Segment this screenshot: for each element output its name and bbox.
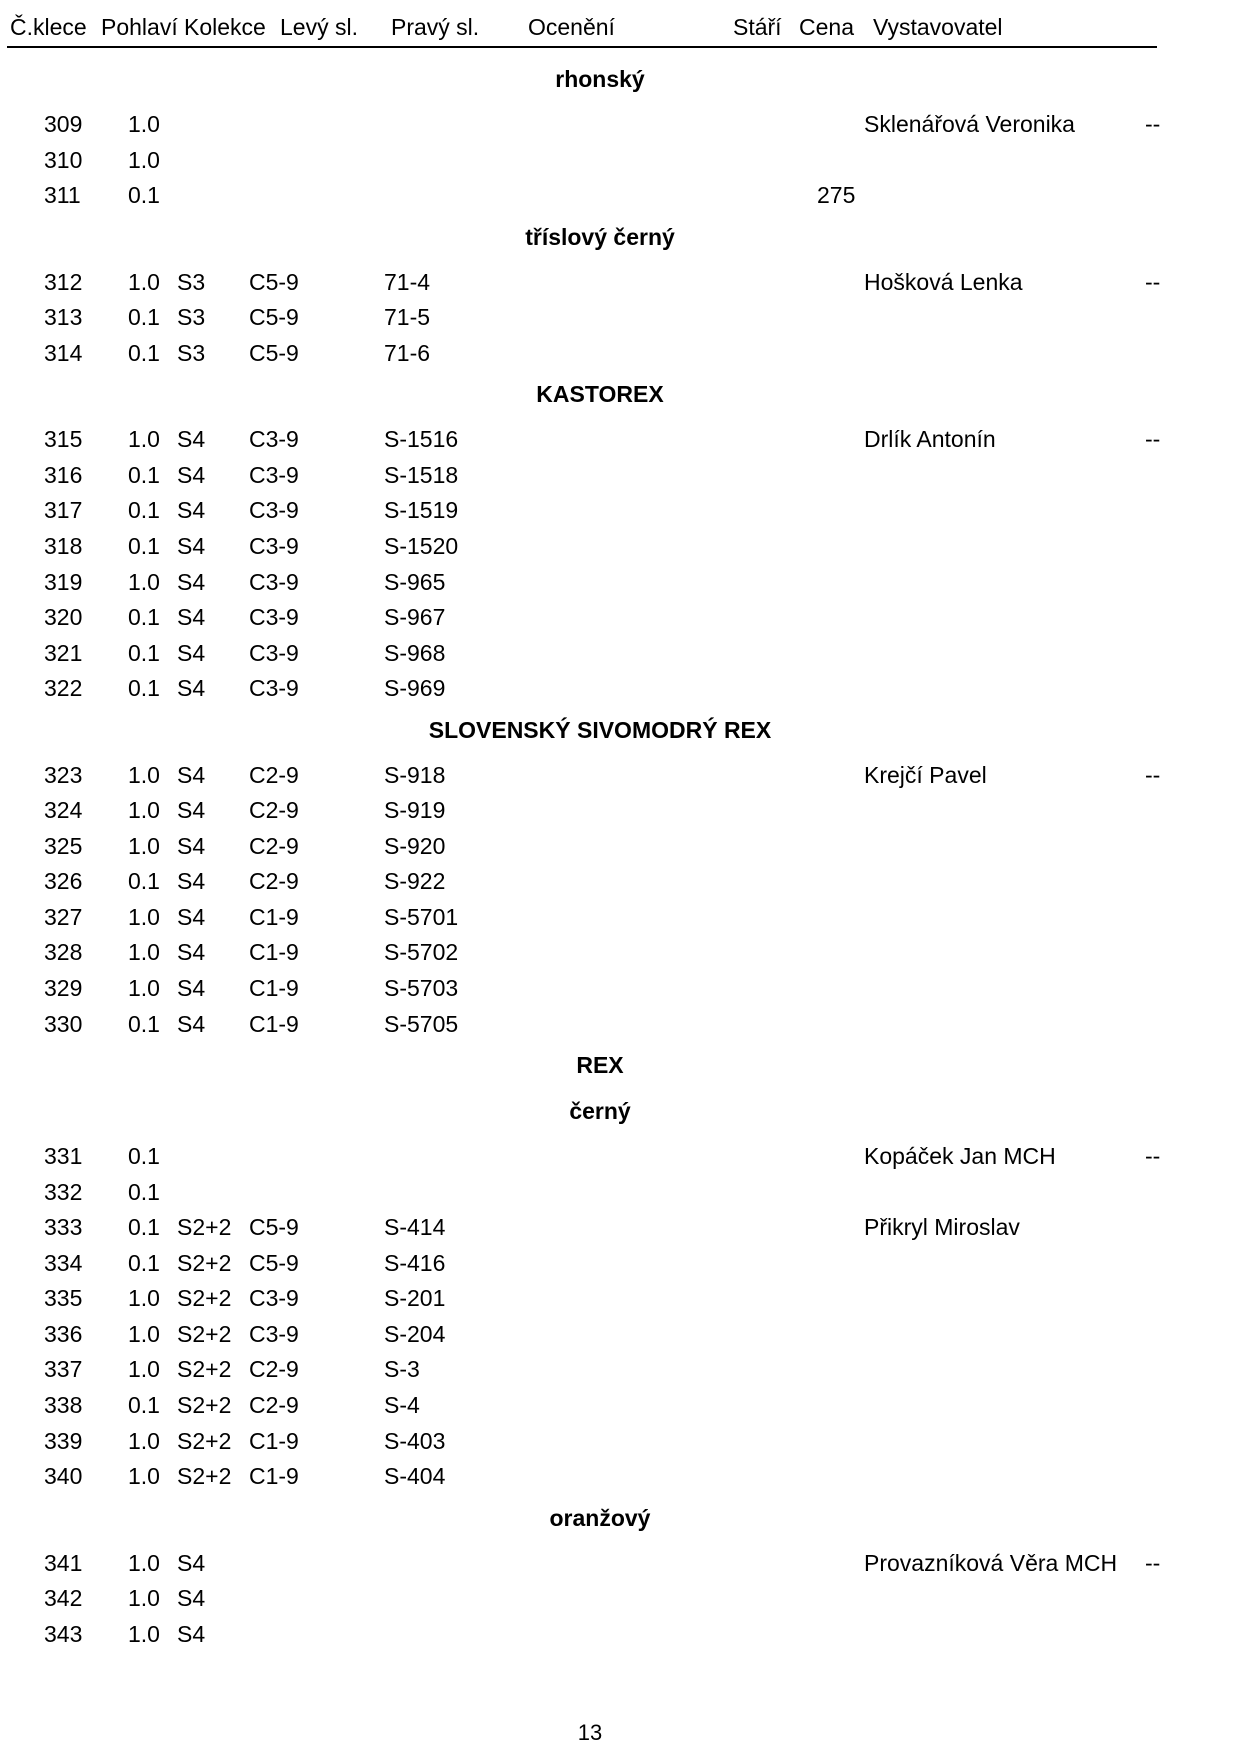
table-row [0, 1250, 1241, 1282]
cage-number: 323 [44, 761, 83, 788]
table-row [0, 975, 1241, 1007]
sex: 1.0 [128, 268, 160, 295]
exhibitor-extra: -- [1145, 426, 1161, 453]
right-ear: S-1519 [384, 497, 459, 524]
sex: 0.1 [128, 1214, 160, 1241]
right-ear: S-3 [384, 1356, 420, 1383]
collection: S3 [177, 268, 206, 295]
cage-number: 332 [44, 1178, 83, 1205]
right-ear: S-404 [384, 1463, 446, 1490]
header-vystavovatel: Vystavovatel [873, 14, 1003, 40]
table-row [0, 426, 1241, 458]
exhibitor: Drlík Antonín [864, 426, 996, 453]
left-ear: C3-9 [249, 426, 299, 453]
table-row [0, 1214, 1241, 1246]
sex: 1.0 [128, 903, 160, 930]
collection: S4 [177, 497, 206, 524]
collection: S4 [177, 903, 206, 930]
cage-number: 309 [44, 111, 83, 137]
collection: S4 [177, 426, 206, 453]
left-ear: C3-9 [249, 568, 299, 595]
table-row [0, 1550, 1241, 1582]
right-ear: S-5701 [384, 903, 459, 930]
right-ear: S-968 [384, 639, 446, 666]
cage-number: 336 [44, 1320, 83, 1347]
cage-number: 316 [44, 461, 83, 488]
right-ear: S-1518 [384, 461, 459, 488]
sex: 1.0 [128, 1620, 160, 1647]
table-row [0, 1392, 1241, 1424]
right-ear: S-5703 [384, 975, 459, 1001]
table-row [0, 797, 1241, 829]
cage-number: 328 [44, 939, 83, 966]
right-ear: S-5702 [384, 939, 459, 966]
table-row [0, 1179, 1241, 1211]
collection: S2+2 [177, 1427, 232, 1454]
left-ear: C2-9 [249, 1356, 299, 1383]
left-ear: C3-9 [249, 1320, 299, 1347]
cage-number: 343 [44, 1620, 83, 1647]
table-row [0, 904, 1241, 936]
table-row [0, 147, 1241, 179]
section-heading: rhonský [555, 66, 645, 92]
exhibitor: Hošková Lenka [864, 268, 1023, 295]
table-row [0, 1428, 1241, 1460]
left-ear: C2-9 [249, 832, 299, 859]
right-ear: S-1520 [384, 532, 459, 559]
table-row [0, 833, 1241, 865]
cage-number: 320 [44, 604, 83, 631]
section-heading: tříslový černý [525, 223, 675, 250]
collection: S4 [177, 639, 206, 666]
sex: 1.0 [128, 426, 160, 453]
left-ear: C5-9 [249, 339, 299, 366]
sex: 1.0 [128, 832, 160, 859]
left-ear: C5-9 [249, 304, 299, 331]
sex: 1.0 [128, 146, 160, 173]
sex: 0.1 [128, 1249, 160, 1276]
cage-number: 313 [44, 304, 83, 331]
table-row [0, 604, 1241, 636]
sex: 1.0 [128, 111, 160, 137]
sex: 1.0 [128, 797, 160, 824]
cage-number: 315 [44, 426, 83, 453]
sex: 0.1 [128, 532, 160, 559]
right-ear: S-922 [384, 868, 446, 895]
exhibitor: Kopáček Jan MCH [864, 1143, 1056, 1170]
cage-number: 333 [44, 1214, 83, 1241]
left-ear: C1-9 [249, 975, 299, 1001]
collection: S2+2 [177, 1285, 232, 1312]
left-ear: C3-9 [249, 461, 299, 488]
table-row [0, 868, 1241, 900]
right-ear: S-4 [384, 1391, 420, 1418]
sex: 0.1 [128, 339, 160, 366]
right-ear: S-918 [384, 761, 446, 788]
header-kolekce: Kolekce [184, 14, 266, 40]
cage-number: 312 [44, 268, 83, 295]
table-row [0, 182, 1241, 214]
collection: S4 [177, 532, 206, 559]
section-heading: černý [569, 1098, 631, 1125]
collection: S4 [177, 1620, 206, 1647]
table-header [0, 14, 1241, 48]
header-pohlavi: Pohlaví [101, 14, 178, 40]
cage-number: 322 [44, 675, 83, 702]
sex: 0.1 [128, 639, 160, 666]
cage-number: 321 [44, 639, 83, 666]
exhibitor: Přikryl Miroslav [864, 1214, 1020, 1241]
section-heading: REX [576, 1052, 624, 1079]
sex: 1.0 [128, 568, 160, 595]
collection: S4 [177, 604, 206, 631]
left-ear: C2-9 [249, 761, 299, 788]
right-ear: 71-6 [384, 339, 431, 366]
sex: 0.1 [128, 1178, 160, 1205]
cage-number: 325 [44, 832, 83, 859]
collection: S2+2 [177, 1320, 232, 1347]
section-heading: KASTOREX [536, 381, 664, 408]
table-row [0, 340, 1241, 372]
page-number: 13 [577, 1720, 603, 1745]
cage-number: 339 [44, 1427, 83, 1454]
price: 275 [817, 182, 856, 209]
cage-number: 340 [44, 1463, 83, 1490]
left-ear: C3-9 [249, 639, 299, 666]
collection: S4 [177, 1010, 206, 1037]
left-ear: C1-9 [249, 939, 299, 966]
cage-number: 314 [44, 339, 83, 366]
cage-number: 327 [44, 903, 83, 930]
right-ear: S-204 [384, 1320, 446, 1347]
exhibitor-extra: -- [1145, 1549, 1161, 1576]
header-cena: Cena [799, 14, 854, 40]
left-ear: C1-9 [249, 903, 299, 930]
sex: 0.1 [128, 675, 160, 702]
table-row [0, 111, 1241, 143]
table-row [0, 939, 1241, 971]
header-cislo-klece: Č.klece [10, 14, 87, 40]
collection: S4 [177, 1585, 206, 1612]
cage-number: 337 [44, 1356, 83, 1383]
cage-number: 338 [44, 1391, 83, 1418]
header-rule [7, 46, 1157, 48]
right-ear: S-416 [384, 1249, 446, 1276]
table-row [0, 1621, 1241, 1653]
right-ear: S-969 [384, 675, 446, 702]
table-row [0, 533, 1241, 565]
table-row [0, 569, 1241, 601]
exhibitor-extra: -- [1145, 761, 1161, 788]
right-ear: S-5705 [384, 1010, 459, 1037]
section-heading: SLOVENSKÝ SIVOMODRÝ REX [428, 716, 772, 743]
exhibitor-extra: -- [1145, 1143, 1161, 1170]
left-ear: C3-9 [249, 532, 299, 559]
cage-number: 311 [44, 182, 81, 209]
section-heading: oranžový [549, 1504, 651, 1531]
cage-number: 331 [44, 1143, 83, 1170]
sex: 1.0 [128, 975, 160, 1001]
collection: S2+2 [177, 1391, 232, 1418]
sex: 1.0 [128, 1549, 160, 1576]
collection: S2+2 [177, 1214, 232, 1241]
right-ear: S-967 [384, 604, 446, 631]
sex: 1.0 [128, 1463, 160, 1490]
collection: S4 [177, 975, 206, 1001]
right-ear: 71-4 [384, 268, 431, 295]
cage-number: 318 [44, 532, 83, 559]
cage-number: 324 [44, 797, 83, 824]
cage-number: 326 [44, 868, 83, 895]
left-ear: C2-9 [249, 797, 299, 824]
header-stari: Stáří [733, 14, 782, 40]
table-row [0, 1011, 1241, 1043]
cage-number: 341 [44, 1549, 83, 1576]
right-ear: 71-5 [384, 304, 431, 331]
left-ear: C5-9 [249, 1249, 299, 1276]
right-ear: S-201 [384, 1285, 446, 1312]
collection: S4 [177, 461, 206, 488]
sex: 1.0 [128, 939, 160, 966]
table-row [0, 304, 1241, 336]
right-ear: S-920 [384, 832, 446, 859]
sex: 0.1 [128, 497, 160, 524]
right-ear: S-965 [384, 568, 446, 595]
header-oceneni: Ocenění [528, 14, 615, 40]
right-ear: S-919 [384, 797, 446, 824]
sex: 0.1 [128, 304, 160, 331]
collection: S4 [177, 939, 206, 966]
collection: S4 [177, 868, 206, 895]
cage-number: 317 [44, 497, 83, 524]
collection: S2+2 [177, 1249, 232, 1276]
collection: S4 [177, 675, 206, 702]
header-levy-sl: Levý sl. [280, 14, 358, 40]
cage-number: 335 [44, 1285, 83, 1312]
cage-number: 329 [44, 975, 83, 1001]
left-ear: C2-9 [249, 868, 299, 895]
table-row [0, 1321, 1241, 1353]
table-row [0, 1356, 1241, 1388]
left-ear: C3-9 [249, 675, 299, 702]
table-row [0, 462, 1241, 494]
table-row [0, 1285, 1241, 1317]
collection: S4 [177, 1549, 206, 1576]
sex: 1.0 [128, 1285, 160, 1312]
sex: 1.0 [128, 761, 160, 788]
sex: 0.1 [128, 868, 160, 895]
right-ear: S-1516 [384, 426, 459, 453]
right-ear: S-403 [384, 1427, 446, 1454]
sex: 1.0 [128, 1585, 160, 1612]
left-ear: C1-9 [249, 1010, 299, 1037]
collection: S2+2 [177, 1463, 232, 1490]
exhibitor-extra: -- [1145, 268, 1161, 295]
cage-number: 319 [44, 568, 83, 595]
exhibitor: Provazníková Věra MCH [864, 1549, 1118, 1576]
sex: 1.0 [128, 1427, 160, 1454]
cage-number: 310 [44, 146, 83, 173]
sex: 1.0 [128, 1320, 160, 1347]
exhibitor: Sklenářová Veronika [864, 111, 1075, 137]
sex: 0.1 [128, 1143, 160, 1170]
collection: S4 [177, 761, 206, 788]
table-row [0, 762, 1241, 794]
right-ear: S-414 [384, 1214, 446, 1241]
table-row [0, 675, 1241, 707]
sex: 0.1 [128, 1010, 160, 1037]
sex: 0.1 [128, 1391, 160, 1418]
cage-number: 334 [44, 1249, 83, 1276]
sex: 1.0 [128, 1356, 160, 1383]
sex: 0.1 [128, 604, 160, 631]
sex: 0.1 [128, 182, 160, 209]
header-pravy-sl: Pravý sl. [391, 14, 480, 40]
table-row [0, 1143, 1241, 1175]
left-ear: C3-9 [249, 1285, 299, 1312]
table-row [0, 1463, 1241, 1495]
collection: S4 [177, 797, 206, 824]
collection: S3 [177, 304, 206, 331]
left-ear: C3-9 [249, 497, 299, 524]
exhibitor-extra: -- [1145, 111, 1161, 137]
table-row [0, 269, 1241, 301]
exhibitor: Krejčí Pavel [864, 761, 987, 788]
collection: S3 [177, 339, 206, 366]
left-ear: C2-9 [249, 1391, 299, 1418]
cage-number: 330 [44, 1010, 83, 1037]
left-ear: C5-9 [249, 268, 299, 295]
left-ear: C3-9 [249, 604, 299, 631]
cage-number: 342 [44, 1585, 83, 1612]
sex: 0.1 [128, 461, 160, 488]
collection: S4 [177, 832, 206, 859]
left-ear: C1-9 [249, 1463, 299, 1490]
collection: S2+2 [177, 1356, 232, 1383]
left-ear: C1-9 [249, 1427, 299, 1454]
table-row [0, 1585, 1241, 1617]
table-row [0, 497, 1241, 529]
left-ear: C5-9 [249, 1214, 299, 1241]
table-row [0, 640, 1241, 672]
collection: S4 [177, 568, 206, 595]
